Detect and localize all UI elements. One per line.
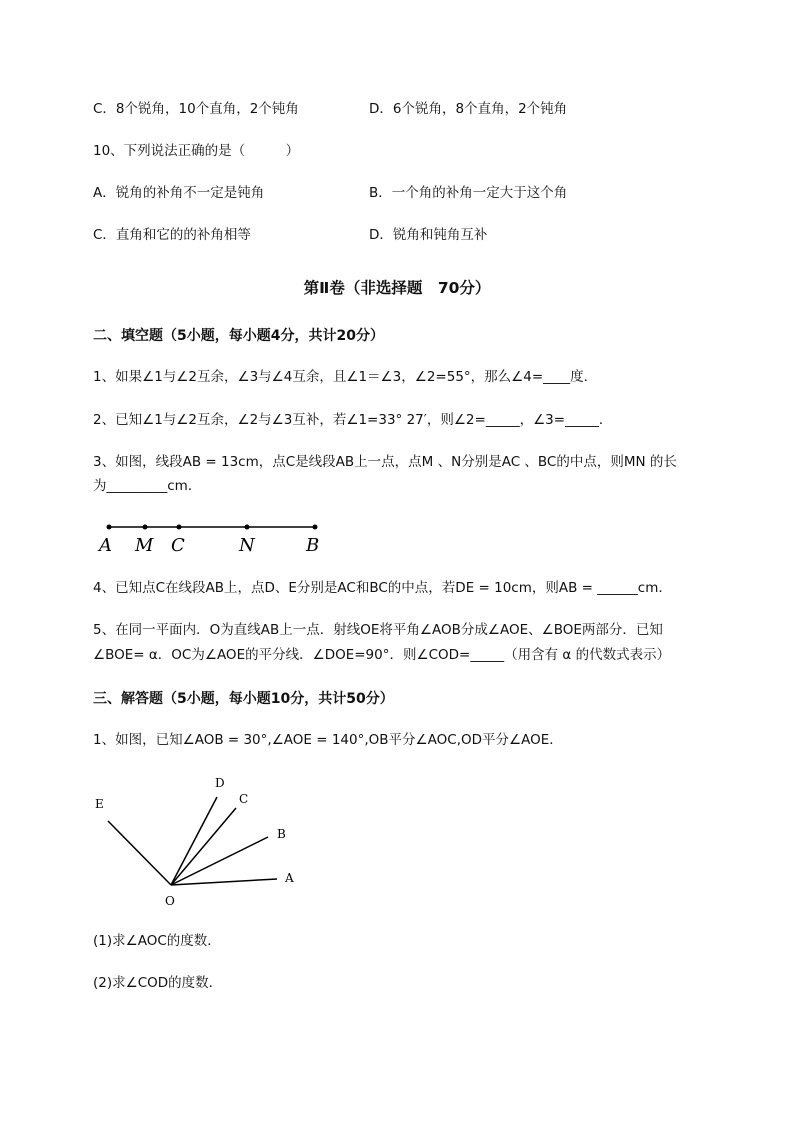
choice-a-q10: A．锐角的补角不一定是钝角: [93, 185, 265, 201]
label-a: A: [285, 871, 294, 885]
fill-question-3-line1: 3、如图，线段AB = 13cm，点C是线段AB上一点，点M 、N分别是AC 、BC的中点，则MN 的长: [93, 454, 677, 470]
label-c: C: [239, 792, 249, 806]
point-a-dot: [107, 525, 112, 530]
ray-oa: [171, 879, 277, 885]
point-c-label: C: [171, 535, 185, 556]
point-n-label: N: [239, 535, 255, 556]
ray-oe: [108, 821, 171, 885]
solve-question-1: 1、如图，已知∠AOB = 30°,∠AOE = 140°,OB平分∠AOC,OD平分∠AOE．: [93, 732, 563, 748]
label-b: B: [277, 827, 286, 841]
choice-c-q9: [93, 99, 299, 119]
question-10-stem: 10、下列说法正确的是（ ）: [93, 143, 300, 159]
angle-figure: [90, 770, 310, 910]
point-m-label: M: [135, 535, 154, 556]
fill-question-3-line2: 为_________cm．: [93, 478, 202, 494]
fill-question-1: 1、如果∠1与∠2互余，∠3与∠4互余，且∠1＝∠3，∠2=55°，那么∠4=____度．: [93, 369, 598, 385]
point-b-dot: [313, 525, 318, 530]
solve-subquestion-1: (1)求∠AOC的度数．: [93, 933, 221, 949]
label-d: D: [215, 776, 225, 790]
fill-section-heading: 二、填空题（5小题，每小题4分，共计20分）: [93, 328, 384, 344]
label-e: E: [95, 797, 104, 811]
point-a-label: A: [99, 535, 112, 556]
ray-ob: [171, 837, 268, 885]
point-c-dot: [177, 525, 182, 530]
choice-text: C．8个锐角，10个直角，2个钝角: [93, 101, 299, 117]
choice-d-q9: [369, 99, 567, 119]
point-n-dot: [245, 525, 250, 530]
fill-question-2: 2、已知∠1与∠2互余，∠2与∠3互补，若∠1=33° 27′，则∠2=_____，∠3=_____．: [93, 412, 613, 428]
choice-b-q10: B．一个角的补角一定大于这个角: [369, 185, 568, 201]
choice-c-q10: C．直角和它的的补角相等: [93, 227, 251, 243]
fill-question-5-line2: ∠BOE= α．OC为∠AOE的平分线．∠DOE=90°．则∠COD=_____（用含有 α 的代数式表示）: [93, 647, 671, 663]
solve-section-heading: 三、解答题（5小题，每小题10分，共计50分）: [93, 691, 394, 707]
solve-subquestion-2: (2)求∠COD的度数．: [93, 975, 223, 991]
fill-question-5-line1: 5、在同一平面内．O为直线AB上一点．射线OE将平角∠AOB分成∠AOE、∠BOE两部分．已知: [93, 622, 663, 638]
label-o: O: [165, 894, 175, 908]
fill-question-4: 4、已知点C在线段AB上，点D、E分别是AC和BC的中点，若DE = 10cm，则AB = ______cm.: [93, 580, 663, 596]
ray-od: [171, 797, 217, 885]
point-b-label: B: [306, 535, 320, 556]
point-m-dot: [143, 525, 148, 530]
part2-title: 第Ⅱ卷（非选择题 70分）: [303, 279, 491, 297]
segment-figure: [95, 515, 335, 560]
choice-d-q10: D．锐角和钝角互补: [369, 227, 488, 243]
choice-text: D．6个锐角，8个直角，2个钝角: [369, 101, 568, 117]
ray-oc: [171, 808, 236, 885]
